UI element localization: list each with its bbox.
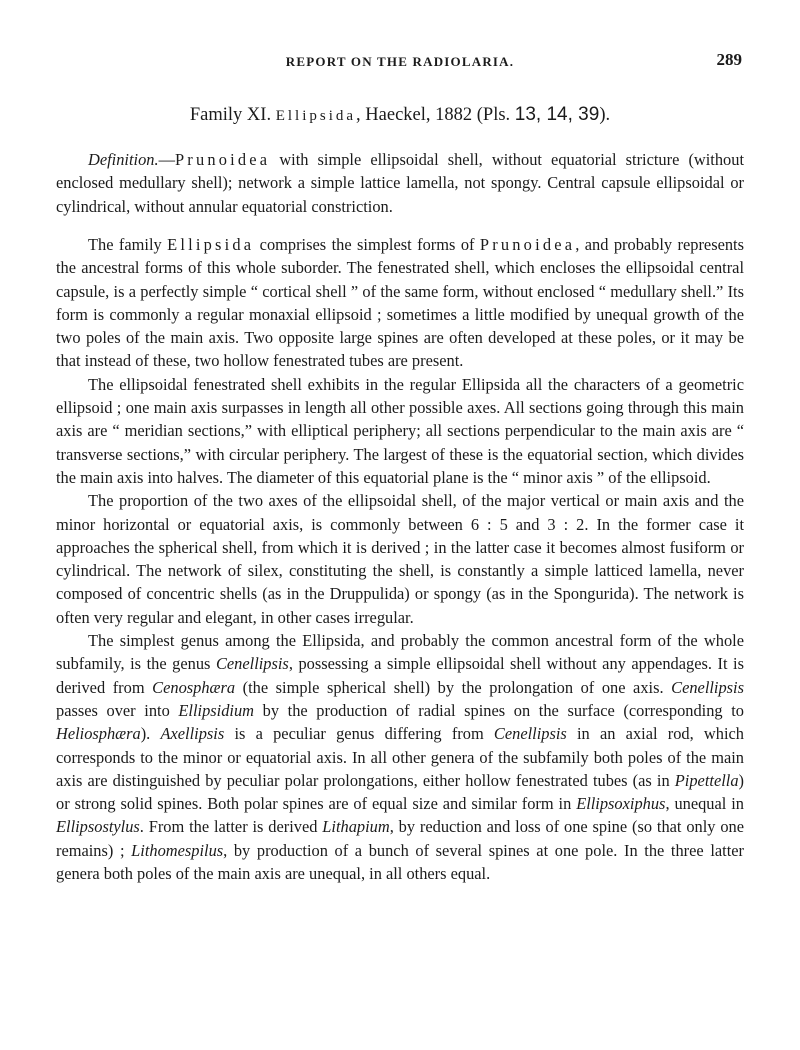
p1-text-a: The family xyxy=(88,235,168,254)
p4-text: , possessing a simple ellipsoidal shell without any appendages. It is derived from xyxy=(56,654,744,697)
genus-name: Lithomespilus xyxy=(131,840,224,860)
p1-taxon-ellipsida: Ellipsida xyxy=(167,235,255,254)
p4-text: (the simple spherical shell) by the prolongation of one axis. xyxy=(235,677,672,697)
definition-text: with simple ellipsoidal shell, without equatorial stricture (without enclosed medullary shell); network a simple lattice lamella, not spongy. Central capsule ellipsoidal or cylindrical, without annular equatorial constriction. xyxy=(56,150,744,216)
genus-name: Ellipsoxiphus xyxy=(576,794,666,814)
p1-text-e: , and probably represents the ancestral forms of this whole suborder. The fenestrated shell, which encloses the ellipsoidal central capsule, is a perfectly simple “ cortical shell ” of the same form, without enclosed “ medullary shell.” Its form is commonly a regular monaxial ellipsoid ; sometimes a little modified by unequal growth of the two poles of the main axis. Two opposite large spines are often developed at these poles, or it may be that instead of these, two hollow fenestrated tubes are present. xyxy=(56,235,744,371)
genus-name: Cenellipsis xyxy=(493,724,567,744)
genus-name: Ellipsidium xyxy=(178,700,254,720)
genus-name: Cenellipsis xyxy=(671,677,744,697)
plate-numbers: 13, 14, 39 xyxy=(514,104,600,125)
p4-text: is a peculiar genus differing from xyxy=(224,724,494,744)
p4-text: , by reduction and loss of one spine (so that only one remains) ; xyxy=(56,817,744,860)
p4-text: passes over into xyxy=(56,700,179,720)
paragraph-3: The proportion of the two axes of the ellipsoidal shell, of the major vertical or main axis and the minor horizontal or equatorial axis, is commonly between 6 : 5 and 3 : 2. In the former case it approaches the spherical shell, from which it is derived ; in the latter case it becomes almost fusiform or cylindrical. The network of silex, constituting the shell, is constantly a simple latticed lamella, never composed of concentric shells (as in the Druppulida) or spongy (as in the Spongurida). The network is often very regular and elegant, in other cases irregular. xyxy=(56,491,744,627)
page-number: 289 xyxy=(716,50,742,69)
main-text xyxy=(56,233,744,885)
p4-text: in an axial rod, which corresponds to the minor or equatorial axis. In all other genera of the subfamily both poles of the main axis are distinguished by peculiar polar prolongations, either hollow fenestrated tubes (as in xyxy=(56,724,744,790)
p4-text: , by production of a bunch of several spines at one pole. In the three latter genera both poles of the main axis are unequal, in all others equal. xyxy=(56,840,744,884)
genus-name: Axellipsis xyxy=(160,724,225,744)
genus-name: Heliosphæra xyxy=(56,724,141,744)
genus-name: Lithapium xyxy=(322,817,390,837)
p4-text: . From the latter is derived xyxy=(139,817,323,837)
definition-paragraph xyxy=(56,148,744,218)
p4-text: , unequal in xyxy=(665,794,744,814)
p1-taxon-prunoidea: Prunoidea xyxy=(479,235,576,254)
genus-name: Pipettella xyxy=(674,770,739,790)
p4-text: ) or strong solid spines. Both polar spines are of equal size and similar form in xyxy=(56,770,744,814)
family-heading xyxy=(0,104,800,126)
p4-text: ). xyxy=(140,724,161,744)
paragraph-2: The ellipsoidal fenestrated shell exhibits in the regular Ellipsida all the characters of a geometric ellipsoid ; one main axis surpasses in length all other possible axes. All sections going through this main axis are “ meridian sections,” with elliptical periphery; all sections perpendicular to the main axis are “ transverse sections,” with circular periphery. The largest of these is the equatorial section, which divides the main axis into halves. The diameter of this equatorial plane is the “ minor axis ” of the ellipsoid. xyxy=(56,374,744,487)
genus-name: Cenellipsis xyxy=(215,654,289,674)
definition-block xyxy=(56,148,744,218)
genus-name: Cenosphæra xyxy=(152,677,236,697)
p4-text: The simplest genus among the Ellipsida, and probably the common ancestral form of the whole subfamily, is the genus xyxy=(56,631,744,674)
running-title: REPORT ON THE RADIOLARIA. xyxy=(285,54,515,69)
genus-name: Ellipsostylus xyxy=(56,817,140,837)
running-head xyxy=(0,50,800,74)
heading-close: ). xyxy=(599,105,611,125)
p4-text: by the production of radial spines on the surface (corresponding to xyxy=(254,700,745,720)
family-name: Ellipsida xyxy=(275,108,357,124)
author-year: , Haeckel, 1882 (Pls. xyxy=(356,105,515,125)
definition-dash: — xyxy=(158,150,175,169)
paragraph-1 xyxy=(56,233,744,373)
definition-label: Definition. xyxy=(88,150,159,169)
family-label: Family XI. xyxy=(189,105,276,125)
definition-taxon: Prunoidea xyxy=(174,150,271,169)
paragraph-4 xyxy=(56,629,744,885)
p1-text-c: comprises the simplest forms of xyxy=(254,235,480,254)
